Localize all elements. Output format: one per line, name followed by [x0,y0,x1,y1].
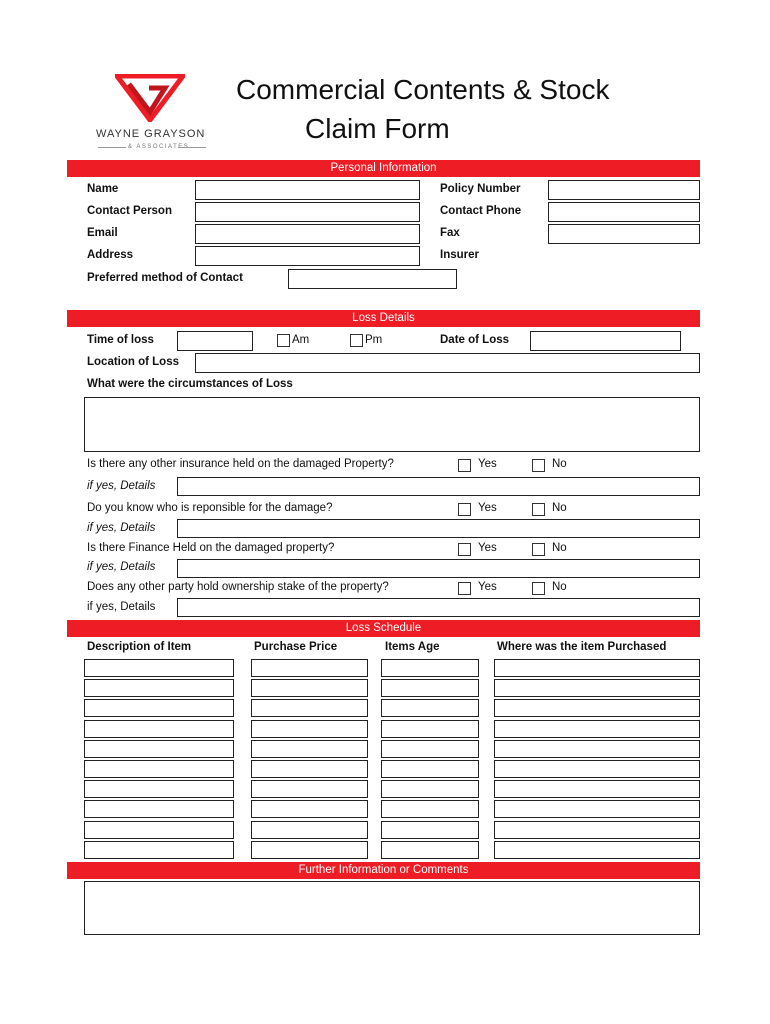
finance-held-yes-checkbox[interactable] [458,543,471,556]
location-of-loss-field[interactable] [195,353,700,373]
logo-mark-icon [115,74,185,122]
ownership-stake-no-checkbox[interactable] [532,582,545,595]
name-field[interactable] [195,180,420,200]
ownership-stake-yes-label: Yes [478,581,497,593]
address-field[interactable] [195,246,420,266]
schedule-cell-price[interactable] [251,780,368,798]
schedule-cell-price[interactable] [251,720,368,738]
policy-number-field[interactable] [548,180,700,200]
preferred-contact-field[interactable] [288,269,457,289]
ownership-stake-details-field[interactable] [177,598,700,617]
question-responsible-party: Do you know who is reponsible for the damage? [87,502,333,514]
schedule-cell-age[interactable] [381,699,479,717]
logo-sub: & ASSOCIATES [128,144,190,150]
fax-label: Fax [440,227,460,239]
schedule-cell-price[interactable] [251,659,368,677]
schedule-cell-description[interactable] [84,821,234,839]
location-of-loss-label: Location of Loss [87,356,179,368]
schedule-cell-price[interactable] [251,821,368,839]
schedule-cell-price[interactable] [251,841,368,859]
name-label: Name [87,183,119,195]
address-label: Address [87,249,134,261]
schedule-cell-description[interactable] [84,699,234,717]
schedule-header-description: Description of Item [87,641,192,653]
schedule-cell-age[interactable] [381,740,479,758]
comments-field[interactable] [84,881,700,935]
schedule-cell-where[interactable] [494,720,700,738]
fax-field[interactable] [548,224,700,244]
other-insurance-yes-label: Yes [478,458,497,470]
am-label: Am [292,334,310,346]
schedule-cell-age[interactable] [381,720,479,738]
schedule-header-where: Where was the item Purchased [497,641,667,653]
pm-label: Pm [365,334,383,346]
schedule-header-age: Items Age [385,641,440,653]
question-other-insurance: Is there any other insurance held on the damaged Property? [87,458,394,470]
schedule-cell-age[interactable] [381,760,479,778]
responsible-party-details-label: if yes, Details [87,522,156,534]
contact-phone-label: Contact Phone [440,205,522,217]
schedule-cell-price[interactable] [251,760,368,778]
ownership-stake-no-label: No [552,581,567,593]
insurer-label: Insurer [440,249,479,261]
schedule-cell-where[interactable] [494,699,700,717]
logo-name: WAYNE GRAYSON [96,128,206,140]
circumstances-field[interactable] [84,397,700,452]
section-loss-details: Loss Details [67,310,700,327]
finance-held-details-field[interactable] [177,559,700,578]
other-insurance-no-label: No [552,458,567,470]
schedule-cell-age[interactable] [381,780,479,798]
schedule-cell-description[interactable] [84,740,234,758]
schedule-cell-age[interactable] [381,800,479,818]
finance-held-no-checkbox[interactable] [532,543,545,556]
schedule-cell-age[interactable] [381,821,479,839]
schedule-cell-where[interactable] [494,800,700,818]
time-of-loss-field[interactable] [177,331,253,351]
schedule-cell-price[interactable] [251,679,368,697]
finance-held-no-label: No [552,542,567,554]
schedule-cell-description[interactable] [84,841,234,859]
contact-phone-field[interactable] [548,202,700,222]
responsible-party-yes-label: Yes [478,502,497,514]
page-title-line2: Claim Form [305,113,450,144]
am-checkbox[interactable] [277,334,290,347]
responsible-party-details-field[interactable] [177,519,700,538]
contact-person-field[interactable] [195,202,420,222]
policy-number-label: Policy Number [440,183,521,195]
schedule-cell-where[interactable] [494,841,700,859]
schedule-cell-price[interactable] [251,800,368,818]
responsible-party-no-checkbox[interactable] [532,503,545,516]
section-further-information: Further Information or Comments [67,862,700,879]
contact-person-label: Contact Person [87,205,172,217]
date-of-loss-field[interactable] [530,331,681,351]
other-insurance-no-checkbox[interactable] [532,459,545,472]
responsible-party-no-label: No [552,502,567,514]
schedule-cell-where[interactable] [494,780,700,798]
question-finance-held: Is there Finance Held on the damaged property? [87,542,335,554]
ownership-stake-yes-checkbox[interactable] [458,582,471,595]
schedule-cell-price[interactable] [251,699,368,717]
schedule-cell-where[interactable] [494,821,700,839]
schedule-cell-where[interactable] [494,659,700,677]
schedule-cell-description[interactable] [84,780,234,798]
question-ownership-stake: Does any other party hold ownership stake of the property? [87,581,389,593]
schedule-cell-description[interactable] [84,659,234,677]
page-title-line1: Commercial Contents & Stock [236,74,610,105]
ownership-stake-details-label: if yes, Details [87,601,156,613]
schedule-cell-where[interactable] [494,740,700,758]
schedule-cell-description[interactable] [84,679,234,697]
section-personal-information: Personal Information [67,160,700,177]
other-insurance-yes-checkbox[interactable] [458,459,471,472]
pm-checkbox[interactable] [350,334,363,347]
schedule-cell-age[interactable] [381,679,479,697]
schedule-cell-description[interactable] [84,800,234,818]
email-label: Email [87,227,118,239]
schedule-cell-description[interactable] [84,720,234,738]
schedule-cell-description[interactable] [84,760,234,778]
email-field[interactable] [195,224,420,244]
finance-held-yes-label: Yes [478,542,497,554]
schedule-cell-where[interactable] [494,679,700,697]
schedule-header-price: Purchase Price [254,641,338,653]
preferred-contact-label: Preferred method of Contact [87,272,243,284]
logo [90,72,210,152]
other-insurance-details-field[interactable] [177,477,700,496]
circumstances-label: What were the circumstances of Loss [87,378,293,390]
finance-held-details-label: if yes, Details [87,561,156,573]
schedule-cell-price[interactable] [251,740,368,758]
section-loss-schedule: Loss Schedule [67,620,700,637]
schedule-cell-age[interactable] [381,659,479,677]
schedule-cell-where[interactable] [494,760,700,778]
other-insurance-details-label: if yes, Details [87,480,156,492]
date-of-loss-label: Date of Loss [440,334,510,346]
time-of-loss-label: Time of loss [87,334,154,346]
schedule-cell-age[interactable] [381,841,479,859]
responsible-party-yes-checkbox[interactable] [458,503,471,516]
